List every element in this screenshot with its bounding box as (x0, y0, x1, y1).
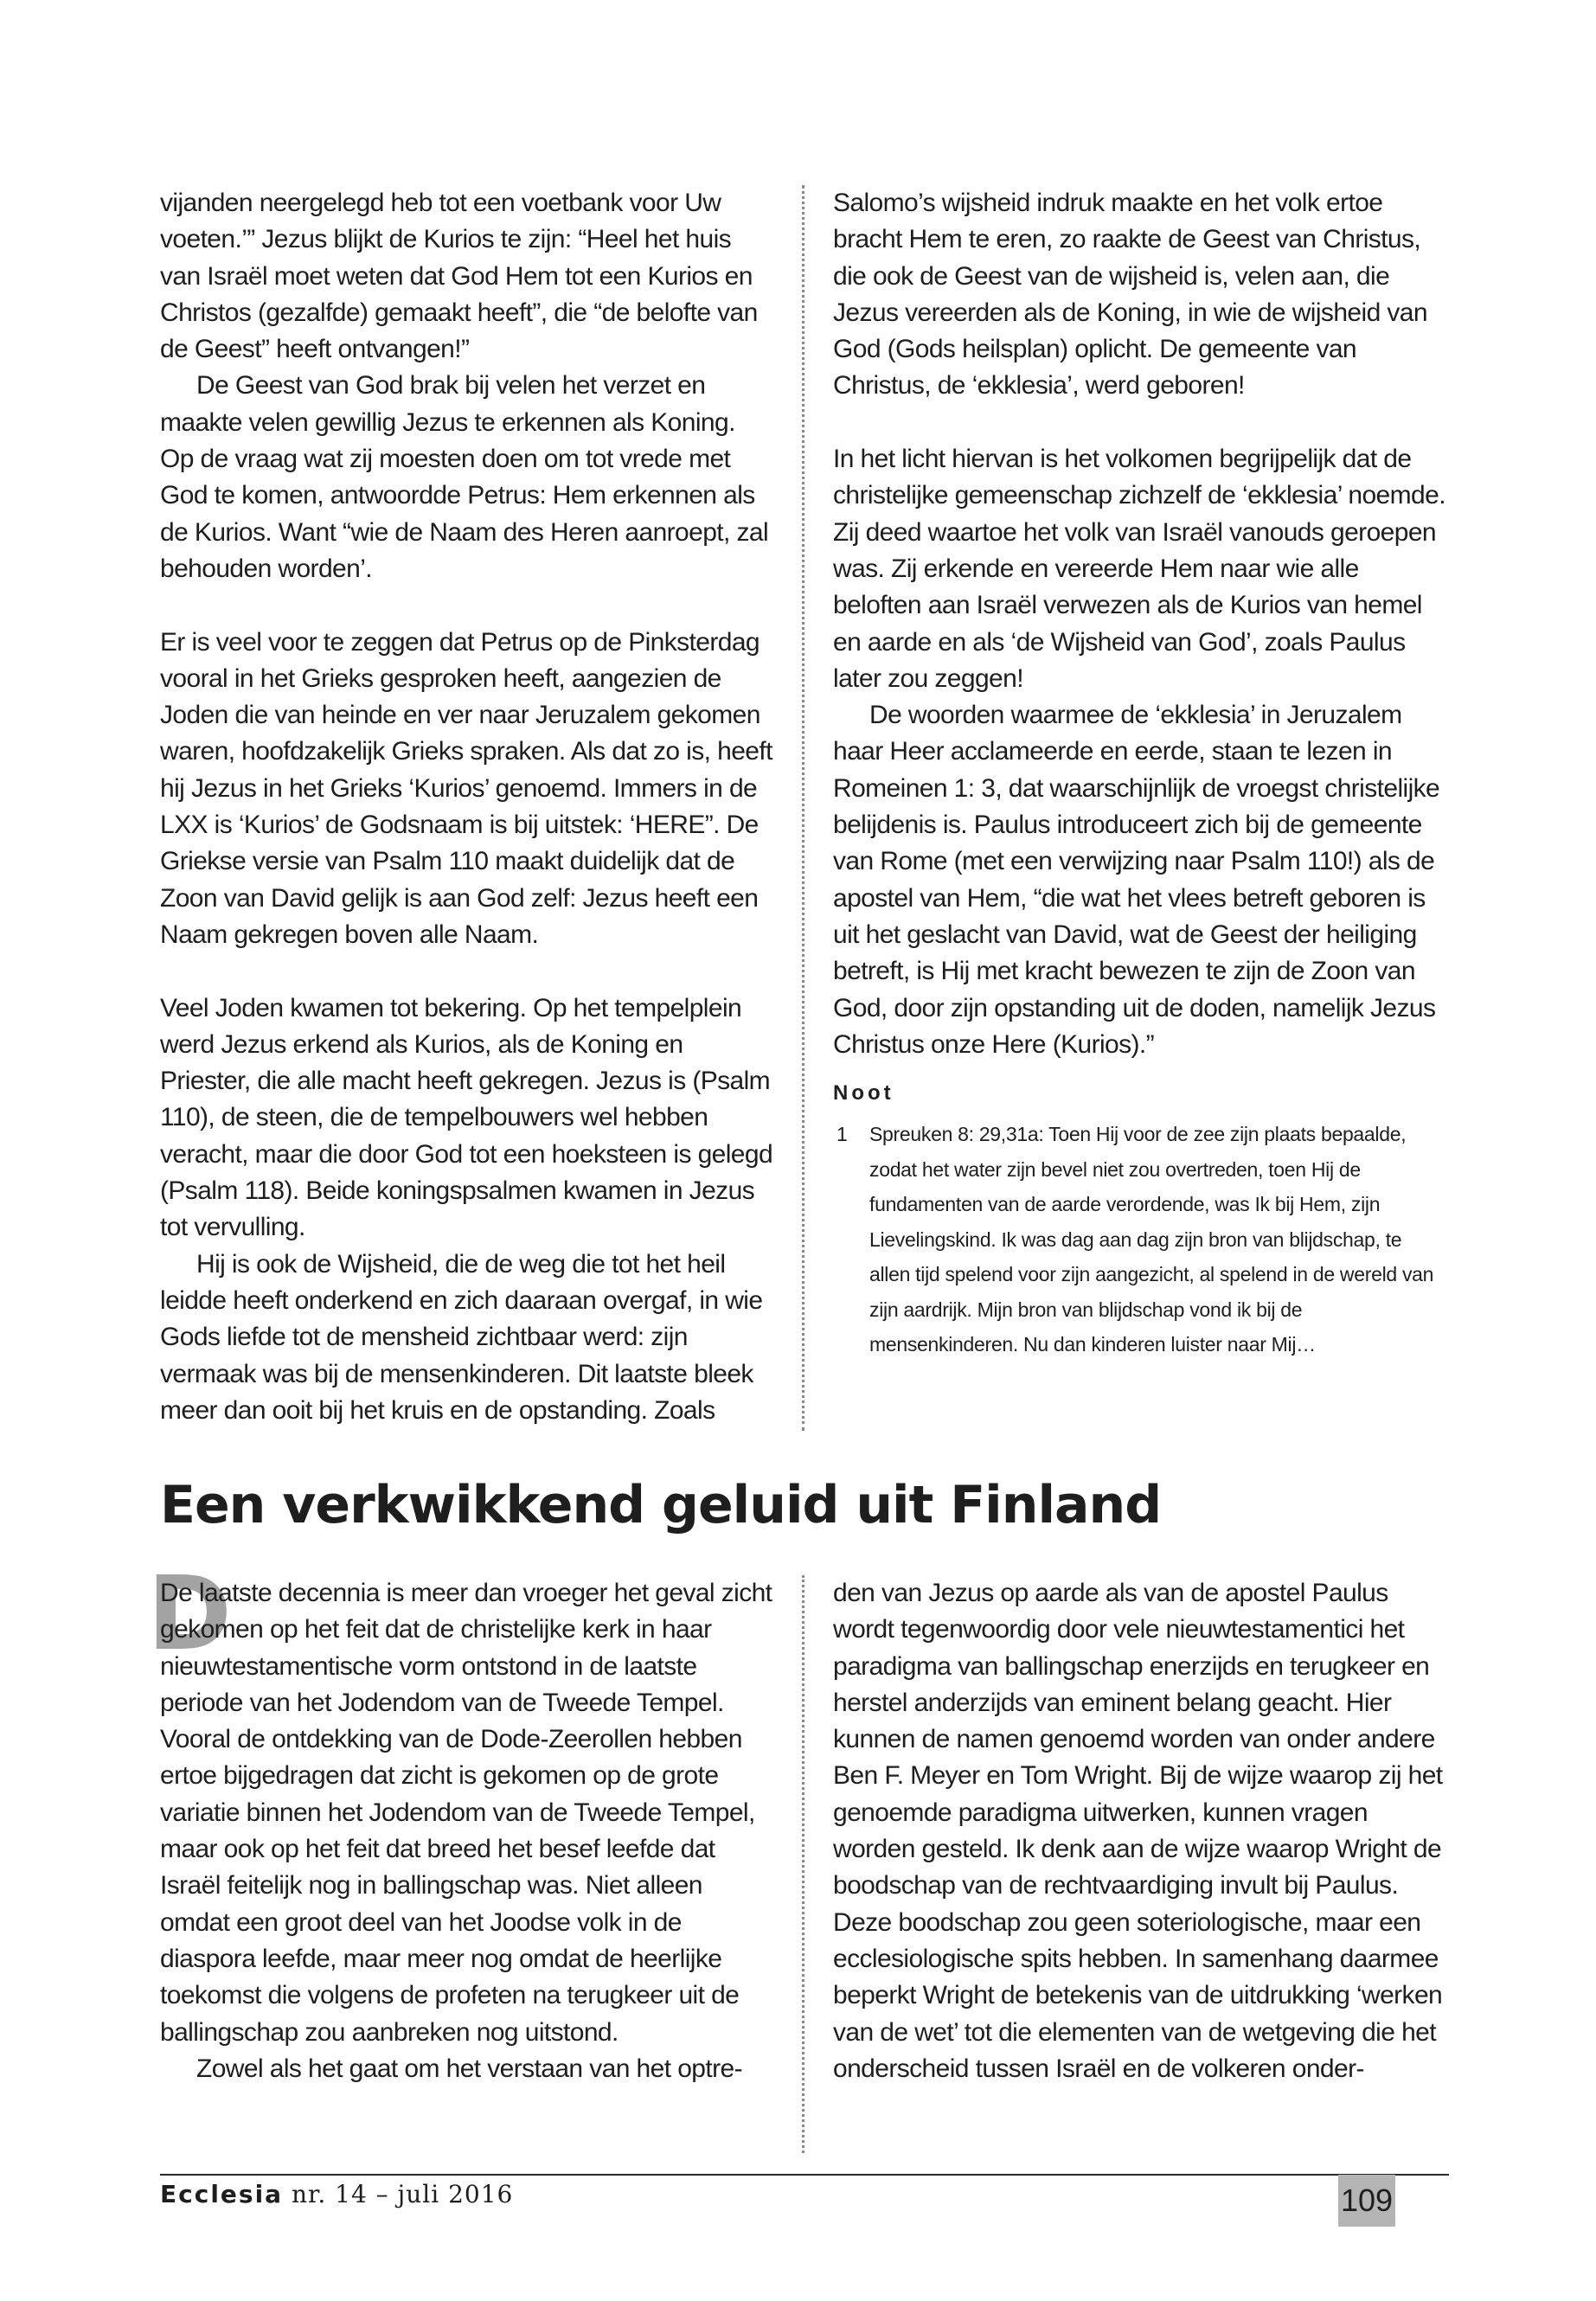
paragraph: Er is veel voor te zeggen dat Petrus op de Pinksterdag vooral in het Grieks gesproken heeft, aangezien de Joden die van heinde en ver naar Jeruzalem gekomen waren, hoofdzakelijk Grieks spraken. Als dat zo is, heeft hij Jezus in het Grieks ‘Kurios’ genoemd. Immers in de LXX is ‘Kurios’ de Godsnaam is bij uitstek: ‘HERE”. De Griekse versie van Psalm 110 maakt duidelijk dat de Zoon van David gelijk is aan God zelf: Jezus heeft een Naam gekregen boven alle Naam. (160, 627, 772, 949)
footnote-number: 1 (836, 1123, 848, 1146)
column-divider (802, 1575, 804, 2153)
paragraph: De woorden waarmee de ‘ekklesia’ in Jeruzalem haar Heer acclameerde en eerde, staan te lezen in Romeinen 1: 3, dat waarschijnlijk de vroegst christelijke belijdenis is. Paulus introduceert zich bij de gemeente van Rome (met een verwijzing naar Psalm 110!) als de apostel van Hem, “die wat het vlees betreft geboren is uit het geslacht van David, wat de Geest der heiliging betreft, is Hij met kracht bewezen te zijn de Zoon van God, door zijn opstanding uit de doden, namelijk Jezus Christus onze Here (Kurios).” (833, 701, 1440, 1059)
paragraph: De laatste decennia is meer dan vroeger het geval zicht gekomen op het feit dat de christelijke kerk in haar nieuwtestamentische vorm ontstond in de laatste periode van het Jodendom van de Tweede Tempel. Vooral de ontdekking van de Dode-Zeerollen hebben ertoe bijgedragen dat zicht is gekomen op de grote variatie binnen het Jodendom van de Tweede Tempel, maar ook op het feit dat breed het besef leefde dat Israël feitelijk nog in ballingschap was. Niet alleen omdat een groot deel van het Joodse volk in de diaspora leefde, maar meer nog omdat de heerlijke toekomst die volgens de profeten na terugkeer uit de ballingschap zou aanbreken nog uitstond. (160, 1579, 772, 2047)
paragraph: vijanden neergelegd heb tot een voetbank voor Uw voeten.’” Jezus blijkt de Kurios te zijn: “Heel het huis van Israël moet weten dat God Hem tot een Kurios en Christos (gezalfde) gemaakt heeft”, die “de belofte van de Geest” heeft ontvangen!” (160, 189, 758, 364)
article-column-left (160, 1575, 774, 2087)
footer-issue (160, 2180, 513, 2208)
footer-rule (160, 2174, 1449, 2176)
article-title: Een verkwikkend geluid uit Finland (160, 1475, 1162, 1535)
paragraph: Hij is ook de Wijsheid, die de weg die tot het heil leidde heeft onderkend en zich daaraan overgaf, in wie Gods liefde tot de mensheid zichtbaar werd: zijn vermaak was bij de mensenkinderen. Dit laatste bleek meer dan ooit bij het kruis en de opstanding. Zoals (160, 1249, 763, 1425)
paragraph: Veel Joden kwamen tot bekering. Op het tempelplein werd Jezus erkend als Kurios, als de Koning en Priester, die alle macht heeft gekregen. Jezus is (Psalm 110), de steen, die de tempelbouwers wel hebben veracht, maar die door God tot een hoeksteen is gelegd (Psalm 118). Beide koningspsalmen kwamen in Jezus tot vervulling. (160, 993, 773, 1242)
drop-cap: D (147, 1554, 232, 1673)
paragraph: Zowel als het gaat om het verstaan van het optre- (196, 2054, 742, 2083)
issue-info: nr. 14 – juli 2016 (291, 2180, 514, 2208)
paragraph: den van Jezus op aarde als van de apostel Paulus wordt tegenwoordig door vele nieuwtestamentici het paradigma van ballingschap enerzijds en terugkeer en herstel anderzijds van eminent belang geacht. Hier kunnen de namen genoemd worden van onder andere Ben F. Meyer en Tom Wright. Bij de wijze waarop zij het genoemde paradigma uitwerken, kunnen vragen worden gesteld. Ik denk aan de wijze waarop Wright de boodschap van de rechtvaardiging invult bij Paulus. Deze boodschap zou geen soteriologische, maar een ecclesiologische spits hebben. In samenhang daarmee beperkt Wright de betekenis van de uitdrukking ‘werken van de wet’ tot die elementen van de wetgeving die het onderscheid tussen Israël en de volkeren onder- (833, 1579, 1443, 2083)
footnote-text: Spreuken 8: 29,31a: Toen Hij voor de zee zijn plaats bepaalde, zodat het water zijn bevel niet zou overtreden, toen Hij de fundamenten van de aarde verordende, was Ik bij Hem, zijn Lievelingskind. Ik was dag aan dag zijn bron van blijdschap, te allen tijd spelend voor zijn aangezicht, al spelend in de wereld van zijn aardrijk. Mijn bron van blijdschap vond ik bij de mensenkinderen. Nu dan kinderen luister naar Mij… (869, 1123, 1434, 1356)
column-top-left (160, 185, 774, 1429)
page-number: 109 (1338, 2175, 1395, 2227)
column-divider (802, 185, 804, 1431)
paragraph: Salomo’s wijsheid indruk maakte en het volk ertoe bracht Hem te eren, zo raakte de Geest van Christus, die ook de Geest van de wijsheid is, velen aan, die Jezus vereerden als de Koning, in wie de wijsheid van God (Gods heilsplan) oplicht. De gemeente van Christus, de ‘ekklesia’, werd geboren! (833, 189, 1427, 401)
magazine-name: Ecclesia (160, 2180, 284, 2208)
article-column-right (833, 1575, 1447, 2087)
paragraph: De Geest van God brak bij velen het verzet en maakte velen gewillig Jezus te erkennen als Koning. Op de vraag wat zij moesten doen om tot vrede met God te komen, antwoordde Petrus: Hem erkennen als de Kurios. Want “wie de Naam des Heren aanroept, zal behouden worden’. (160, 371, 769, 583)
note-heading: Noot (833, 1081, 894, 1106)
column-top-right (833, 185, 1447, 1362)
footnote (833, 1117, 1447, 1362)
paragraph: In het licht hiervan is het volkomen begrijpelijk dat de christelijke gemeenschap zichzelf de ‘ekklesia’ noemde. Zij deed waartoe het volk van Israël vanouds geroepen was. Zij erkende en vereerde Hem naar wie alle beloften aan Israël verwezen als de Kurios van hemel en aarde en als ‘de Wijsheid van God’, zoals Paulus later zou zeggen! (833, 445, 1445, 693)
